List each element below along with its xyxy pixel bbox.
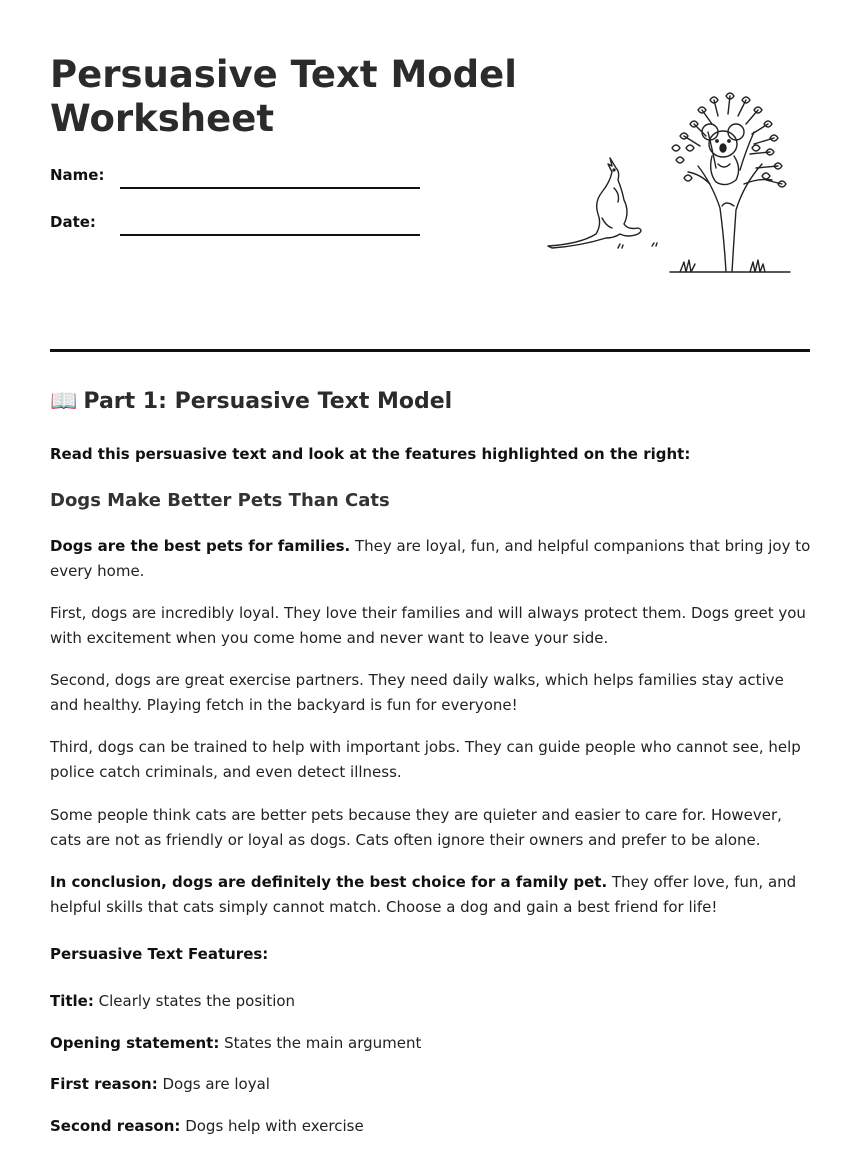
paragraph-text: Some people think cats are better pets because they are quieter and easier to care for. However, cats are not as friendly or loyal as dogs. Cats often ignore their owners and prefer to be alone.	[50, 806, 782, 849]
instruction-text: Read this persuasive text and look at the features highlighted on the right:	[50, 445, 691, 463]
model-text-title: Dogs Make Better Pets Than Cats	[50, 490, 390, 511]
kangaroo-koala-illustration	[540, 88, 800, 280]
paragraph-text: First, dogs are incredibly loyal. They love their families and will always protect them. Dogs greet you with excitement when you come home and never want to leave your side.	[50, 604, 806, 647]
features-heading: Persuasive Text Features:	[50, 945, 269, 963]
feature-desc: States the main argument	[219, 1034, 422, 1052]
feature-item	[50, 1075, 270, 1093]
feature-item	[50, 992, 295, 1010]
name-label: Name:	[50, 166, 105, 184]
open-book-icon: 📖	[50, 389, 78, 414]
feature-label: First reason:	[50, 1075, 158, 1093]
feature-item	[50, 1117, 364, 1135]
name-field[interactable]	[120, 187, 420, 189]
part1-heading	[50, 389, 452, 414]
feature-label: Title:	[50, 992, 94, 1010]
kangaroo-drawing	[548, 158, 641, 248]
paragraph-bold: Dogs are the best pets for families.	[50, 537, 351, 555]
paragraph-text: They offer love, fun, and helpful skills that cats simply cannot match. Choose a dog and gain a best friend for life!	[50, 873, 797, 916]
paragraph-bold: In conclusion, dogs are definitely the best choice for a family pet.	[50, 873, 608, 891]
conclusion-paragraph	[50, 870, 815, 920]
counter-argument-paragraph	[50, 803, 815, 853]
opening-paragraph	[50, 534, 815, 584]
reason-paragraph-3	[50, 735, 815, 785]
reason-paragraph-1	[50, 601, 815, 651]
paragraph-text: They are loyal, fun, and helpful companions that bring joy to every home.	[50, 537, 811, 580]
section-divider	[50, 349, 810, 352]
feature-item	[50, 1034, 421, 1052]
page-title: Persuasive Text Model Worksheet	[50, 53, 517, 140]
feature-desc: Dogs help with exercise	[180, 1117, 364, 1135]
paragraph-text: Second, dogs are great exercise partners. They need daily walks, which helps families stay active and healthy. Playing fetch in the backyard is fun for everyone!	[50, 671, 784, 714]
feature-desc: Clearly states the position	[93, 992, 296, 1010]
feature-desc: Dogs are loyal	[157, 1075, 270, 1093]
feature-label: Second reason:	[50, 1117, 181, 1135]
date-field[interactable]	[120, 234, 420, 236]
date-label: Date:	[50, 213, 96, 231]
feature-label: Opening statement:	[50, 1034, 220, 1052]
part1-heading-text: Part 1: Persuasive Text Model	[83, 389, 453, 414]
paragraph-text: Third, dogs can be trained to help with important jobs. They can guide people who cannot see, help police catch criminals, and even detect illness.	[50, 738, 801, 781]
reason-paragraph-2	[50, 668, 815, 718]
